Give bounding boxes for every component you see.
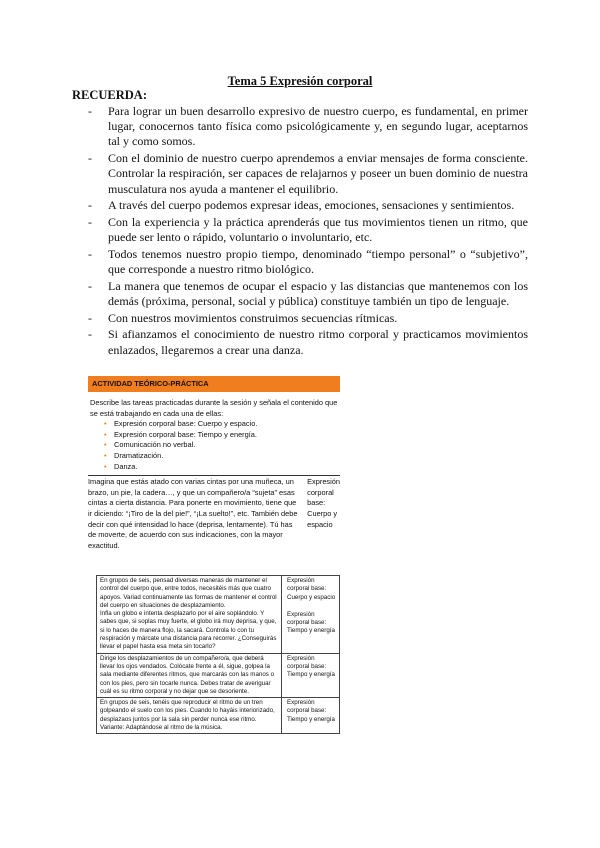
task-description: Infla un globo e intenta desplazarlo por el aire soplándolo. Y sabes que, si soplas muy fuerte, el globo irá muy deprisa, y que, si lo haces de manera flojo, la sacará. Controla lo con tu respiración y márcate una distancia para recorrer. ¿Conseguirás llevar el papel hasta esa meta sin tocarlo?	[100, 610, 277, 651]
activity-header: ACTIVIDAD TEÓRICO-PRÁCTICA	[88, 376, 340, 392]
content-category: Expresión corporal base: Cuerpo y espacio	[287, 577, 336, 601]
page-title: Tema 5 Expresión corporal	[227, 74, 373, 88]
content-category: Expresión corporal base: Tiempo y energía	[287, 699, 335, 723]
list-item: • Dramatización.	[104, 451, 338, 462]
list-item: - A través del cuerpo podemos expresar ideas, emociones, sensaciones y sentimientos.	[88, 198, 528, 213]
task-cell	[97, 698, 282, 734]
table-row	[97, 576, 340, 654]
list-item: • Expresión corporal base: Tiempo y energía.	[104, 430, 338, 441]
task-description: En grupos de seis, tenéis que reproducir el ritmo de un tren golpeando el suelo con los pies. Cuando lo hayáis interiorizado, desplazaos juntos por la sala sin perder nunca ese ritmo. Variante: Adaptándose al ritmo de la música.	[100, 699, 275, 732]
content-category: Expresión corporal base: Tiempo y energía	[287, 654, 335, 679]
list-item: - Con nuestros movimientos construimos secuencias rítmicas.	[88, 311, 528, 326]
task-cell	[97, 576, 282, 654]
activity-content-list	[90, 419, 338, 472]
task-cell	[97, 653, 282, 697]
list-item: - Todos tenemos nuestro propio tiempo, denominado “tiempo personal” o “subjetivo”, que corresponde a nuestro ritmo biológico.	[88, 247, 528, 277]
list-item: - La manera que tenemos de ocupar el espacio y las distancias que mantenemos con los demás (próxima, personal, social y pública) constituye también un tipo de lenguaje.	[88, 279, 528, 309]
table-row	[97, 653, 340, 697]
activity-intro	[88, 392, 340, 475]
task-description: En grupos de seis, pensad diversas maneras de mantener el control del cuerpo que, entre todos, necesitéis más que cuatro apoyos. Variad continuamente las formas de mantener el control del cuerpo en situaciones de desplazamiento.	[100, 577, 277, 609]
content-category: Expresión corporal base: Cuerpo y espacio	[307, 477, 340, 529]
activity-instructions: Describe las tareas practicadas durante la sesión y señala el contenido que se está trabajando en cada una de ellas:	[90, 398, 338, 418]
list-item: • Comunicación no verbal.	[104, 440, 338, 451]
list-item: - Con el dominio de nuestro cuerpo aprendemos a enviar mensajes de forma consciente. Controlar la respiración, ser capaces de relajarnos y poseer un buen dominio de nuestra musculatura nos ayuda a mantener el equilibrio.	[88, 151, 528, 197]
category-cell	[282, 653, 340, 697]
table-row	[97, 698, 340, 734]
task-description: Imagina que estás atado con varias cintas por una muñeca, un brazo, un pie, la cadera…, y que un compañero/a “sujeta” esas cintas a cierta distancia. Para ponerte en movimiento, tiene que ir diciendo: “¡Tiro de la del pie!”, “¡La suelto!”, etc. También debe decir con qué intensidad lo hace (deprisa, lentamente). Tú has de moverte, de acuerdo con sus indicaciones, con la mayor exactitud.	[88, 477, 298, 550]
list-item: - Con la experiencia y la práctica aprenderás que tus movimientos tienen un ritmo, que puede ser lento o rápido, voluntario o involuntario, etc.	[88, 215, 528, 245]
list-item: - Si afianzamos el conocimiento de nuestro ritmo corporal y practicamos movimientos enlazados, llegaremos a crear una danza.	[88, 327, 528, 357]
task-description: Dirige los desplazamientos de un compañero/a, que deberá llevar los ojos vendados. Colócate frente a él, sigue, golpea la sala mediante diferentes ritmos, que marcarás con las manos o con los pies, pero sin tocarle nunca. Debes tratar de averiguar cuál es su ritmo corporal y no dejar que se desoriente.	[100, 654, 275, 695]
list-item: • Expresión corporal base: Cuerpo y espacio.	[104, 419, 338, 430]
table-row	[88, 475, 340, 551]
recuerda-list	[88, 104, 528, 359]
list-item: - Para lograr un buen desarrollo expresivo de nuestro cuerpo, es fundamental, en primer lugar, conocernos tanto física como psicológicamente y, en segundo lugar, aceptarnos tal y como somos.	[88, 104, 528, 150]
activity-table	[96, 575, 340, 734]
category-cell	[282, 698, 340, 734]
activity-block	[88, 376, 340, 551]
list-item: • Danza.	[104, 462, 338, 473]
recuerda-heading: RECUERDA:	[72, 88, 147, 102]
content-category: Expresión corporal base: Tiempo y energía	[287, 610, 335, 635]
category-cell	[282, 576, 340, 654]
